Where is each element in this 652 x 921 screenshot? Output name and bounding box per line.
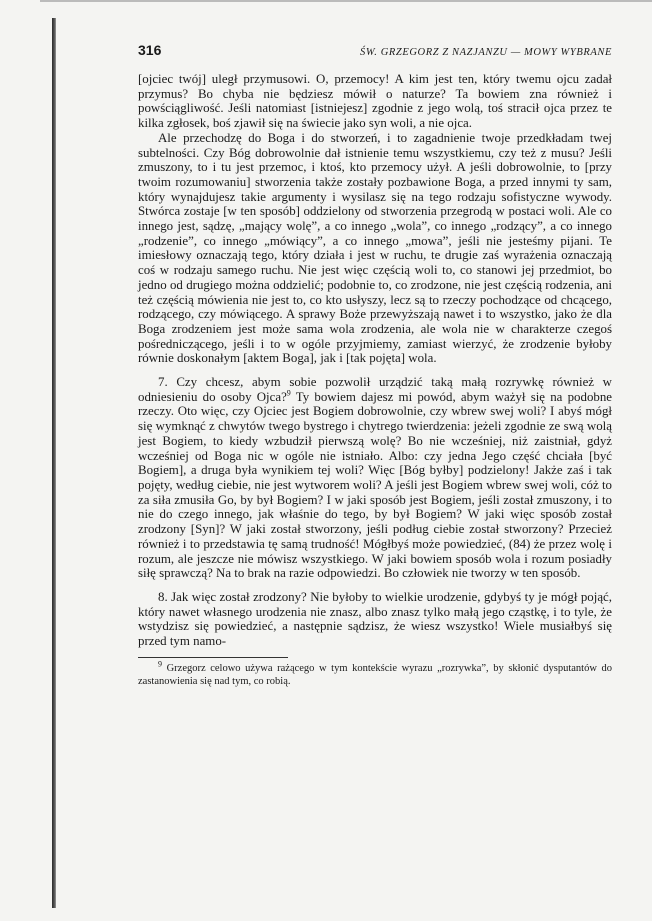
- book-page: [138, 42, 612, 688]
- scan-top-edge: [40, 0, 652, 2]
- paragraph-section-7: [138, 375, 612, 581]
- scan-binding-edge: [52, 18, 56, 908]
- footnote-text: Grzegorz celowo używa rażącego w tym kontekście wyrazu „rozrywka”, by skłonić dysputantów do zastanowienia się nad tym, co robią.: [138, 662, 613, 687]
- footnote: [138, 659, 613, 688]
- paragraph-1: [ojciec twój] uległ przymusowi. O, przemocy! A kim jest ten, który twemu ojcu zadał przymus? Bo chyba nie będziesz mówił o naturze? Ta bowiem zna również i powściągliwość. Jeśli natomiast [istniejesz] zgodnie z jego wolą, toś stracił ojca przez te kilka zgłosek, boś zjawił się na świecie jako syn woli, a nie ojca.: [138, 72, 612, 131]
- footnote-marker: 9: [158, 659, 162, 669]
- paragraph-section-8: 8. Jak więc został zrodzony? Nie byłoby to wielkie urodzenie, gdybyś ty je mógł pojąć, który nawet własnego urodzenia nie znasz, albo znasz tylko małą jego cząstkę, i to tyle, że wstydzisz się powiedzieć, a następnie sądzisz, że wiesz wszystko! Wiele musiałbyś się przed tym namo-: [138, 589, 612, 649]
- paragraph-7-rest: Ty bowiem dajesz mi powód, abym ważył się na podobne rzeczy. Oto więc, czy Ojciec jest Bogiem dobrowolnie, czy wbrew swej woli? I abyś mógł się wymknąć z chwytów twego bystrego i chytrego twierdzenia: jeżeli zgodnie ze swą wolą jest Bogiem, to kiedy wzbudził pierwszą wolę? Bo nie wcześniej, niż zaistniał, gdyż wcześniej od Boga nic w ogóle nie istniało. Albo: czy jedna Jego część chciała [być Bogiem], a druga była wynikiem tej woli? Więc [Bóg byłby] podzielony! Jakże zaś i tak pojęty, według ciebie, nie jest wytworem woli? A jeśli jest Bogiem wbrew swej woli, cóż to za siła zmusiła Go, by był Bogiem? I w jaki sposób jest Bogiem, jeśli został zmuszony, i to nie do czego innego, jak właśnie do tego, by był Bogiem? W jaki więc sposób został zrodzony [Syn]? W jaki został stworzony, jeśli podług ciebie został stworzony? Przecież również i to przedstawia tę samą trudność! Mógłbyś może powiedzieć, (84) że przez wolę i rozum, ale jeszcze nie mówisz wszystkiego. W jaki bowiem sposób wola i rozum posiadły siłę sprawczą? Na to brak na razie odpowiedzi. Bo człowiek nie tworzy w ten sposób.: [138, 389, 612, 581]
- paragraph-2: Ale przechodzę do Boga i do stworzeń, i to zagadnienie twoje przedkładam twej subtelności. Czy Bóg dobrowolnie dał istnienie temu wszystkiemu, czy też z musu? Jeśli zmuszony, to i tu jest przemoc, i ktoś, kto przemocy użył. A jeśli dobrowolnie, to [przy twoim rozumowaniu] stworzenia także zostały pozbawione Boga, a przed innymi ty sam, który wynajdujesz takie argumenty i wysilasz się na tego rodzaju sofistyczne wywody. Stwórca zostaje [w ten sposób] oddzielony od stworzenia przegrodą w postaci woli. Ale co innego jest, sądzę, „mający wolę”, a co innego „wola”, co innego „rodzący”, a co innego „rodzenie”, co innego „mówiący”, a co innego „mowa”, jeśli nie jesteśmy pijani. Te imiesłowy oznaczają tego, który działa i jest w ruchu, te drugie zaś wyrażenia oznaczają coś w rodzaju samego ruchu. Nie jest więc częścią woli to, co stanowi jej przedmiot, bo jedno od drugiego można oddzielić; podobnie to, co zrodzone, nie jest częścią rodzenia, ani też częścią mówienia nie jest to, co kto usłyszy, lecz są to rzeczy pochodzące od chcącego, rodzącego, czy mówiącego. A sprawy Boże przewyższają nawet i to wszystko, jako że dla Boga zrodzeniem jest może sama wola zrodzenia, ale wola nie w charakterze czegoś pośredniczącego, jeśli i to w ogóle przyjmiemy, zamiast wierzyć, że zrodzenie byłoby równie doskonałym [aktem Boga], jak i [tak pojęta] wola.: [138, 130, 612, 366]
- footnote-reference: 9: [286, 388, 291, 398]
- running-head: [138, 42, 612, 58]
- paragraph-7-lead: 7. Czy chcesz, abym sobie pozwolił urządzić taką małą rozrywkę również w odniesieniu do osoby Ojca?: [138, 375, 612, 404]
- body-text: [138, 72, 612, 649]
- footnote-rule: [138, 657, 288, 658]
- running-title: ŚW. GRZEGORZ Z NAZJANZU — MOWY WYBRANE: [360, 47, 612, 58]
- page-number: 316: [138, 42, 162, 58]
